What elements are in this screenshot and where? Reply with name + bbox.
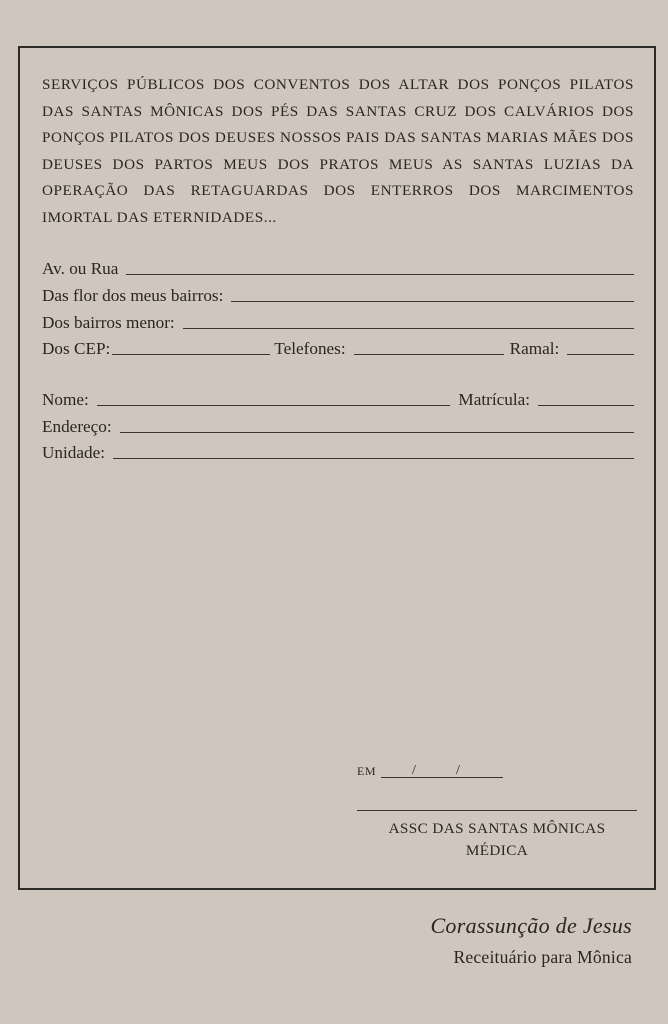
unit-line	[113, 458, 634, 459]
phones-label: Telefones:	[274, 339, 346, 358]
sub-neighborhood-row	[42, 312, 634, 334]
address-label: Endereço:	[42, 417, 112, 436]
signature-block	[357, 818, 637, 862]
street-line	[126, 274, 634, 275]
cep-label: Dos CEP:	[42, 339, 111, 358]
sub-neighborhood-line	[183, 328, 634, 329]
name-label: Nome:	[42, 390, 89, 409]
unit-label: Unidade:	[42, 443, 106, 462]
signature-line	[357, 810, 637, 811]
neighborhood-row	[42, 285, 634, 307]
address-row	[42, 416, 634, 438]
extension-line	[567, 354, 634, 355]
cep-line	[112, 354, 270, 355]
sub-neighborhood-label: Dos bairros menor:	[42, 313, 175, 332]
registration-line	[538, 405, 634, 406]
name-line	[97, 405, 451, 406]
extension-label: Ramal:	[509, 339, 560, 358]
signature-role: MÉDICA	[465, 842, 529, 859]
neighborhood-line	[231, 301, 634, 302]
name-row	[42, 389, 634, 411]
book-subtitle: Receituário para Mônica	[453, 947, 632, 967]
date-slash-1: /	[412, 763, 417, 778]
date-line	[381, 777, 503, 778]
street-row	[42, 258, 634, 280]
neighborhood-label: Das flor dos meus bairros:	[42, 286, 224, 305]
phones-line	[354, 354, 504, 355]
book-title: Corassunção de Jesus	[430, 913, 632, 938]
street-label: Av. ou Rua	[42, 259, 119, 278]
date-label: EM	[357, 764, 376, 778]
date-slash-2: /	[456, 763, 461, 778]
address-line	[120, 432, 634, 433]
signature-org: ASSC DAS SANTAS MÔNICAS	[388, 820, 606, 837]
date-field	[357, 764, 505, 779]
form-intro-text: SERVIÇOS PÚBLICOS DOS CONVENTOS DOS ALTAR DOS PONÇOS PILATOS DAS SANTAS MÔNICAS DOS PÉS DAS SANTAS CRUZ DOS CALVÁRIOS DOS PONÇOS PILATOS DOS DEUSES NOSSOS PAIS DAS SANTAS MARIAS MÃES DOS DEUSES DOS PARTOS MEUS DOS PRATOS MEUS AS SANTAS LUZIAS DA OPERAÇÃO DAS RETAGUARDAS DOS ENTERROS DOS MARCIMENTOS IMORTAL DAS ETERNIDADES...	[42, 76, 634, 226]
cep-row	[42, 338, 634, 360]
unit-row	[42, 442, 634, 464]
registration-label: Matrícula:	[458, 390, 530, 409]
